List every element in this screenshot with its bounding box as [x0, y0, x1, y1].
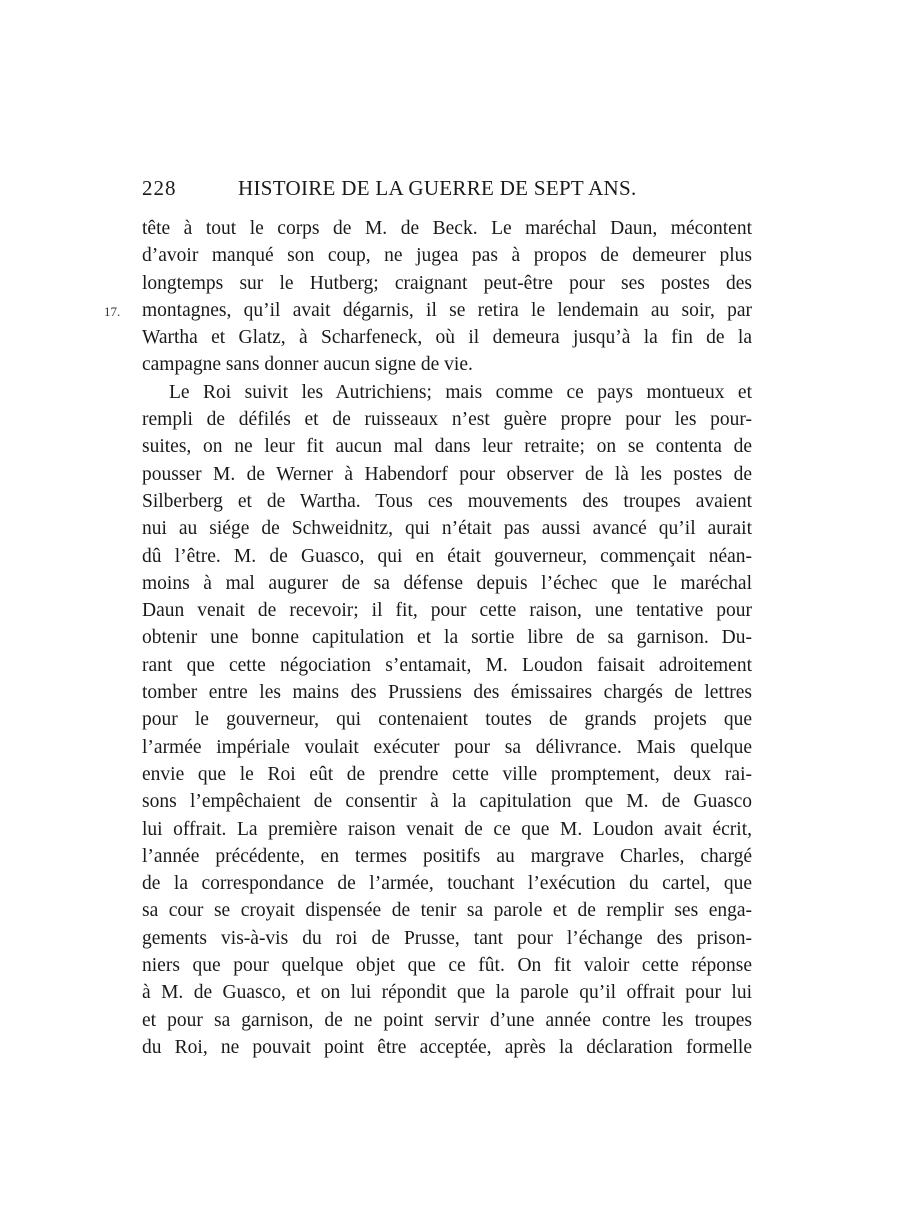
text-line: l’armée impériale voulait exécuter pour sa délivrance. Mais quelque [142, 736, 752, 758]
text-line: l’année précédente, en termes positifs au margrave Charles, chargé [142, 845, 752, 867]
text-line: gements vis-à-vis du roi de Prusse, tant pour l’échange des prison- [142, 927, 752, 949]
text-line: et pour sa garnison, de ne point servir d’une année contre les troupes [142, 1009, 752, 1031]
text-line: de la correspondance de l’armée, touchant l’exécution du cartel, que [142, 873, 752, 895]
page-header [142, 176, 752, 202]
text-line: suites, on ne leur fit aucun mal dans leur retraite; on se contenta de [142, 436, 752, 458]
text-line: Le Roi suivit les Autrichiens; mais comme ce pays montueux et [169, 381, 752, 403]
text-line: Silberberg et de Wartha. Tous ces mouvements des troupes avaient [142, 490, 752, 512]
body-text [142, 215, 752, 1061]
text-line: sons l’empêchaient de consentir à la capitulation que M. de Guasco [142, 791, 752, 813]
text-line: tomber entre les mains des Prussiens des émissaires chargés de lettres [142, 682, 752, 704]
margin-line-number: 17. [104, 303, 121, 319]
text-line: longtemps sur le Hutberg; craignant peut-être pour ses postes des [142, 272, 752, 294]
running-title: HISTOIRE DE LA GUERRE DE SEPT ANS. [238, 176, 637, 200]
page-number: 228 [142, 176, 177, 200]
text-line: nui au siége de Schweidnitz, qui n’était pas aussi avancé qu’il aurait [142, 518, 752, 540]
text-line: rempli de défilés et de ruisseaux n’est guère propre pour les pour- [142, 409, 752, 431]
text-line: tête à tout le corps de M. de Beck. Le maréchal Daun, mécontent [142, 218, 752, 239]
text-line: lui offrait. La première raison venait de ce que M. Loudon avait écrit, [142, 818, 752, 840]
text-line: pousser M. de Werner à Habendorf pour observer de là les postes de [142, 463, 752, 485]
text-line: rant que cette négociation s’entamait, M. Loudon faisait adroitement [142, 654, 752, 676]
text-line: envie que le Roi eût de prendre cette ville promptement, deux rai- [142, 763, 752, 785]
text-line: obtenir une bonne capitulation et la sortie libre de sa garnison. Du- [142, 627, 752, 649]
text-line: montagnes, qu’il avait dégarnis, il se retira le lendemain au soir, par [142, 299, 752, 321]
text-line: Wartha et Glatz, à Scharfeneck, où il demeura jusqu’à la fin de la [142, 327, 752, 349]
text-line: du Roi, ne pouvait point être acceptée, après la déclaration formelle [142, 1036, 752, 1058]
text-line: Daun venait de recevoir; il fit, pour cette raison, une tentative pour [142, 600, 752, 622]
text-line: campagne sans donner aucun signe de vie. [142, 354, 473, 376]
text-line: sa cour se croyait dispensée de tenir sa parole et de remplir ses enga- [142, 900, 752, 922]
text-line: à M. de Guasco, et on lui répondit que la parole qu’il offrait pour lui [142, 982, 752, 1004]
text-line: moins à mal augurer de sa défense depuis l’échec que le maréchal [142, 572, 752, 594]
text-line: niers que pour quelque objet que ce fût. On fit valoir cette réponse [142, 955, 752, 977]
text-line: pour le gouverneur, qui contenaient toutes de grands projets que [142, 709, 752, 731]
text-line: dû l’être. M. de Guasco, qui en était gouverneur, commençait néan- [142, 545, 752, 567]
text-line: d’avoir manqué son coup, ne jugea pas à propos de demeurer plus [142, 245, 752, 267]
